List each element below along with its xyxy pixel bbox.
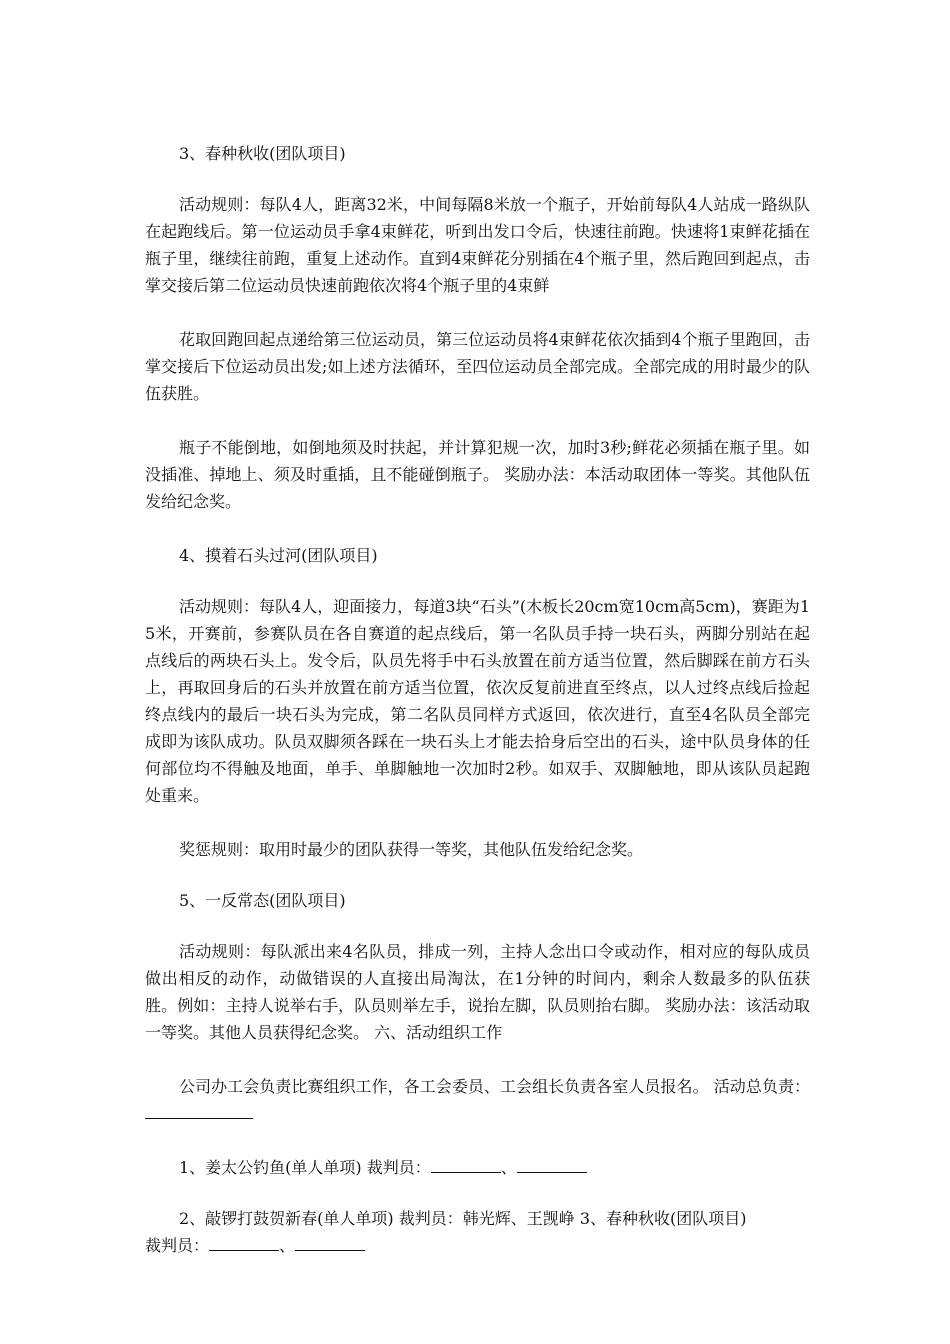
reward-paragraph-4: 奖惩规则：取用时最少的团队获得一等奖，其他队伍发给纪念奖。 bbox=[179, 840, 644, 859]
judge-separator-3: 、 bbox=[279, 1236, 296, 1255]
rules-paragraph-3a: 活动规则：每队4人，距离32米，中间每隔8米放一个瓶子，开始前每队4人站成一路纵队在起跑线后。第一位运动员手拿4束鲜花，听到出发口令后，快速往前跑。快速将1束鲜花插在瓶子里，继续往前跑，重复上述动作。直到4束鲜花分别插在4个瓶子里，然后跑回到起点，击掌交接后第二位运动员快速前跑依次将4个瓶子里的4束鲜 bbox=[145, 195, 810, 295]
judge-blank-1a bbox=[431, 1156, 501, 1173]
rules-paragraph-3c: 瓶子不能倒地，如倒地须及时扶起，并计算犯规一次，加时3秒;鲜花必须插在瓶子里。如没插准、掉地上、须及时重插，且不能碰倒瓶子。 奖励办法：本活动取团体一等奖。其他队伍发给纪念奖。 bbox=[145, 438, 810, 511]
judge-line-2-text: 2、敲锣打鼓贺新春(单人单项) 裁判员：韩光辉、王觊峥 3、春种秋收(团队项目) bbox=[179, 1209, 747, 1228]
judge-line-2 bbox=[145, 1205, 810, 1232]
section-heading-4: 4、摸着石头过河(团队项目) bbox=[179, 546, 378, 565]
judge-line-3 bbox=[145, 1232, 810, 1259]
judge-separator-1: 、 bbox=[500, 1158, 517, 1177]
judge-line-1 bbox=[145, 1154, 810, 1181]
judge-line-3-text: 裁判员： bbox=[145, 1236, 210, 1255]
organization-text: 公司办工会负责比赛组织工作，各工会委员、工会组长负责各室人员报名。 活动总负责： bbox=[179, 1077, 810, 1096]
document-body bbox=[145, 140, 810, 1286]
judge-blank-1b bbox=[517, 1156, 587, 1173]
rules-paragraph-3b: 花取回跑回起点递给第三位运动员，第三位运动员将4束鲜花依次插到4个瓶子里跑回，击掌交接后下位运动员出发;如上述方法循环，至四位运动员全部完成。全部完成的用时最少的队伍获胜。 bbox=[145, 330, 810, 403]
judge-blank-3b bbox=[295, 1234, 365, 1251]
section-heading-3: 3、春种秋收(团队项目) bbox=[179, 144, 346, 163]
organization-paragraph bbox=[145, 1073, 810, 1127]
judge-line-1-text: 1、姜太公钓鱼(单人单项) 裁判员： bbox=[179, 1158, 431, 1177]
rules-paragraph-5: 活动规则：每队派出来4名队员，排成一列，主持人念出口令或动作，相对应的每队成员做出相反的动作，动做错误的人直接出局淘汰，在1分钟的时间内，剩余人数最多的队伍获胜。例如：主持人说举右手，队员则举左手，说抬左脚，队员则抬右脚。 奖励办法：该活动取一等奖。其他人员获得纪念奖。 六、活动组织工作 bbox=[145, 942, 810, 1042]
judge-blank-3a bbox=[209, 1234, 279, 1251]
rules-paragraph-4: 活动规则：每队4人，迎面接力，每道3块“石头”(木板长20cm宽10cm高5cm)，赛距为15米，开赛前，参赛队员在各自赛道的起点线后，第一名队员手持一块石头，两脚分别站在起点线后的两块石头上。发令后，队员先将手中石头放置在前方适当位置，然后脚踩在前方石头上，再取回身后的石头并放置在前方适当位置，依次反复前进直至终点，以人过终点线后捡起终点线内的最后一块石头为完成，第二名队员同样方式返回，依次进行，直至4名队员全部完成即为该队成功。队员双脚须各踩在一块石头上才能去拾身后空出的石头，途中队员身体的任何部位均不得触及地面，单手、单脚触地一次加时2秒。如双手、双脚触地，即从该队员起跑处重来。 bbox=[145, 597, 810, 805]
general-manager-blank bbox=[145, 1102, 253, 1119]
section-heading-5: 5、一反常态(团队项目) bbox=[179, 891, 346, 910]
